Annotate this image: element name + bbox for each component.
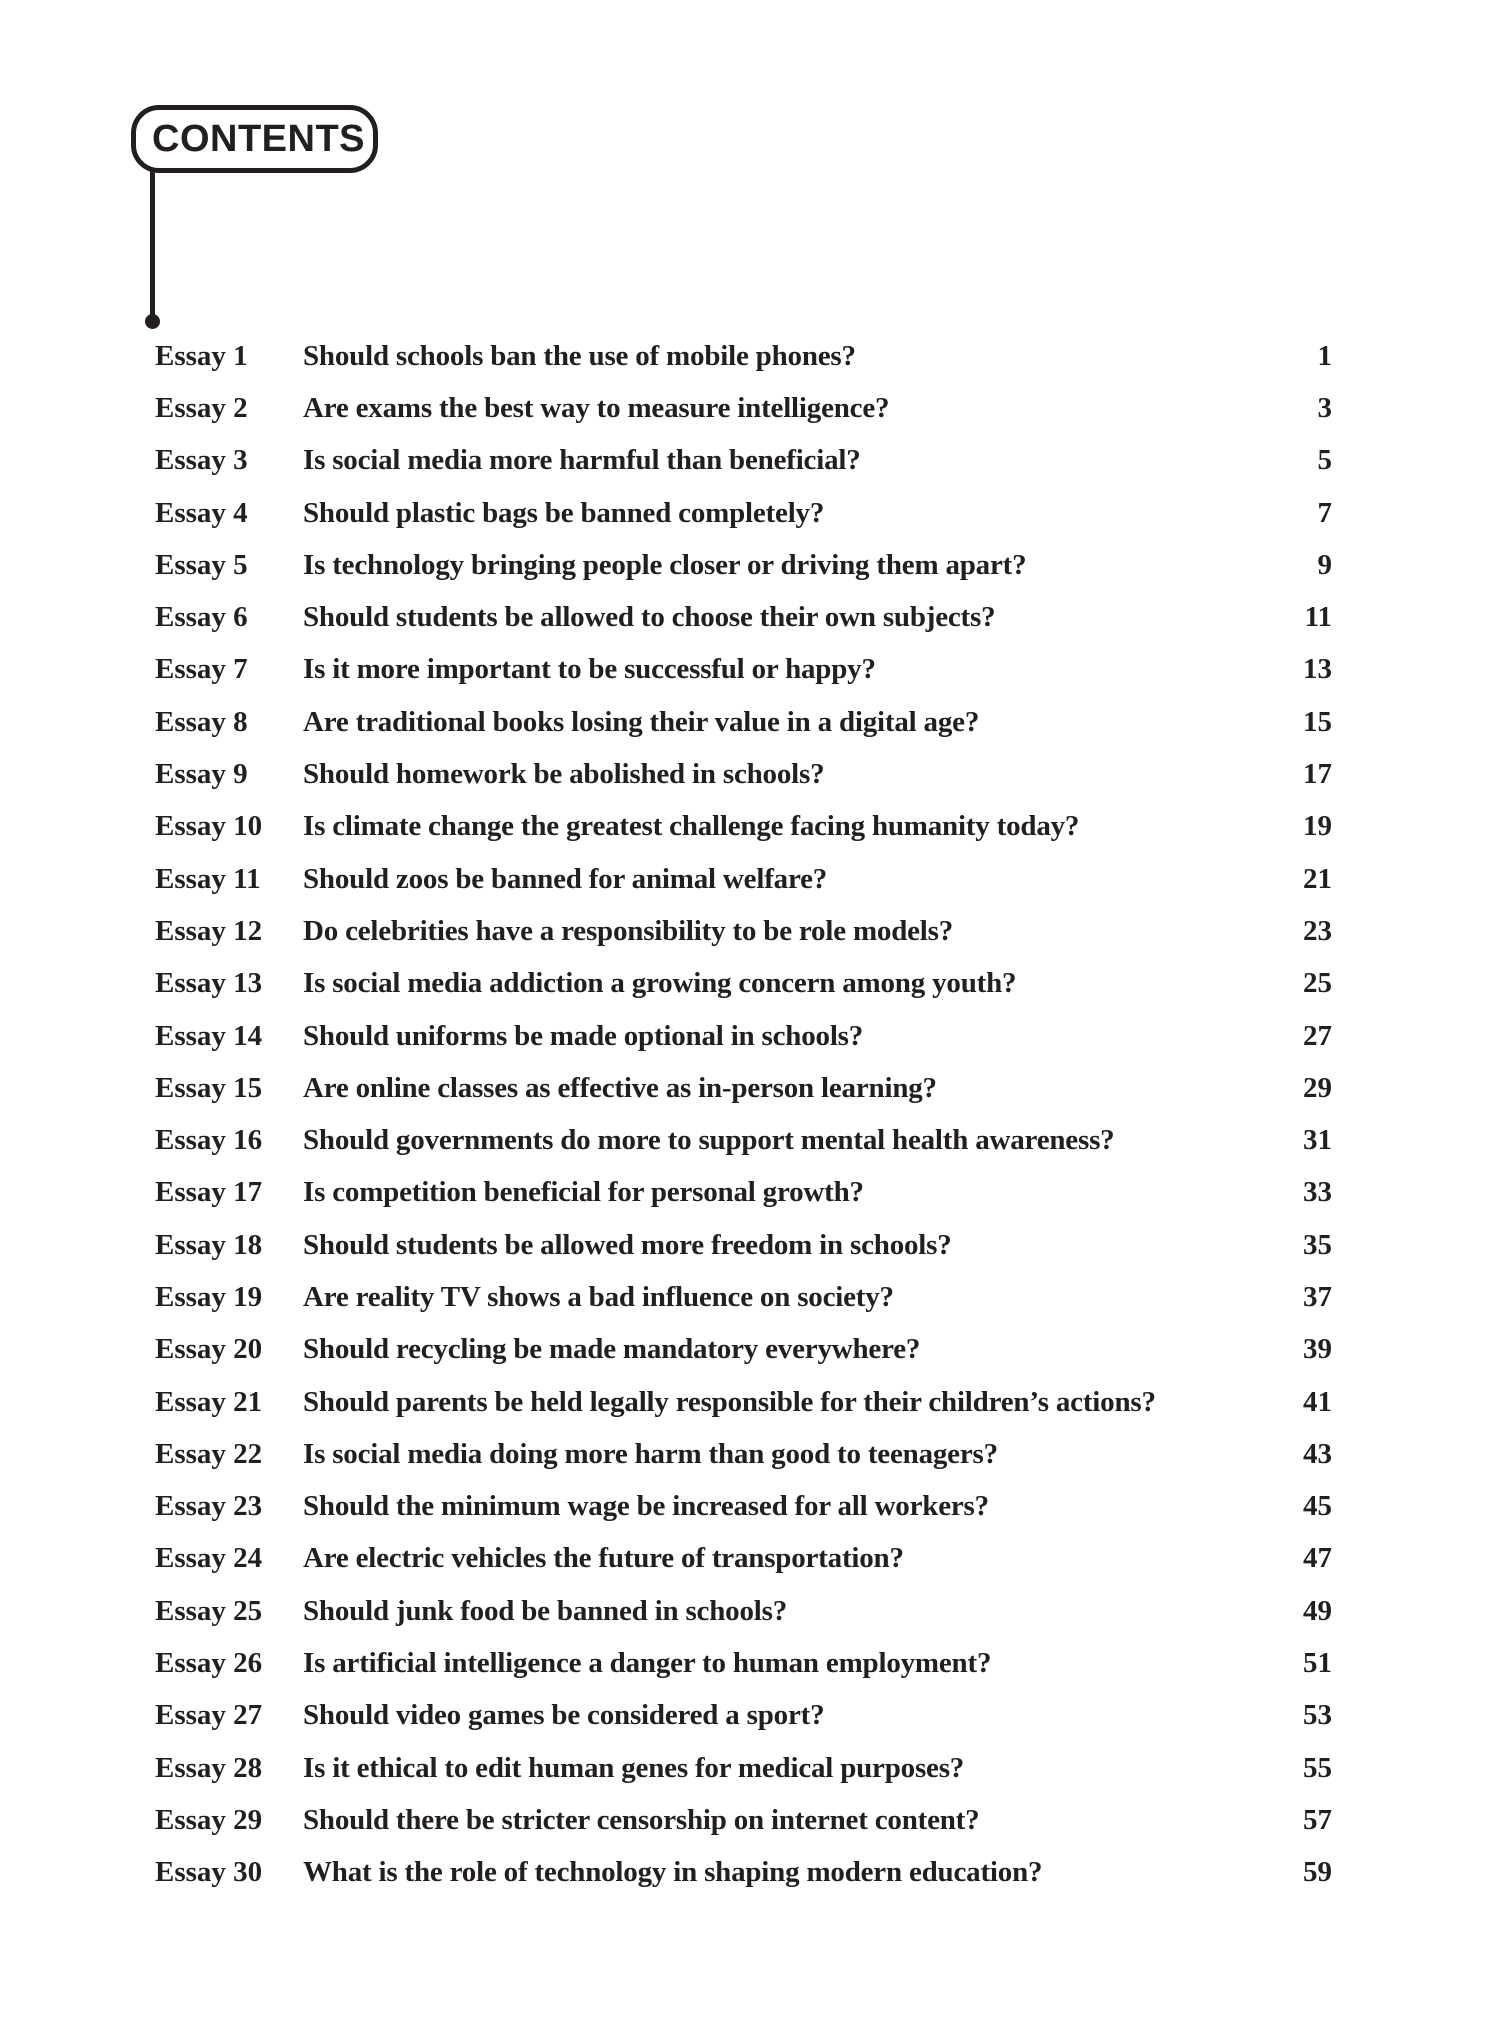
toc-entry-page: 1 [1317,339,1332,372]
toc-row [155,330,1332,382]
toc-row [155,1742,1332,1794]
toc-entry-page: 19 [1303,810,1332,843]
toc-row [155,853,1332,905]
toc-entry-label: Essay 24 [155,1542,263,1575]
toc-entry-label: Essay 17 [155,1176,263,1209]
toc-entry-label: Essay 13 [155,967,263,1000]
toc-entry-page: 17 [1303,758,1332,791]
toc-entry-title: Are exams the best way to measure intelligence? [303,391,890,424]
toc-row [155,1481,1332,1533]
toc-entry-page: 7 [1317,496,1332,529]
toc-entry-page: 9 [1317,548,1332,581]
toc-row [155,958,1332,1010]
toc-row [155,1062,1332,1114]
toc-entry-label: Essay 25 [155,1594,263,1627]
toc-row [155,1533,1332,1585]
toc-entry-title: Should zoos be banned for animal welfare? [303,862,828,895]
toc-entry-page: 43 [1303,1437,1332,1470]
toc-entry-page: 47 [1303,1542,1332,1575]
toc-entry-label: Essay 27 [155,1699,263,1732]
toc-entry-label: Essay 23 [155,1490,263,1523]
toc-entry-label: Essay 12 [155,914,263,947]
toc-entry-title: Should parents be held legally responsible for their children’s actions? [303,1385,1156,1418]
toc-entry-page: 27 [1303,1019,1332,1052]
toc-entry-title: Should students be allowed to choose their own subjects? [303,601,996,634]
toc-entry-page: 29 [1303,1071,1332,1104]
toc-row [155,1324,1332,1376]
toc-entry-title: Is social media more harmful than beneficial? [303,444,861,477]
toc-row [155,1637,1332,1689]
toc-entry-page: 3 [1317,391,1332,424]
toc-entry-title: Should schools ban the use of mobile phones? [303,339,856,372]
toc-entry-title: Is it ethical to edit human genes for medical purposes? [303,1751,965,1784]
toc-entry-title: Is climate change the greatest challenge facing humanity today? [303,810,1080,843]
toc-entry-page: 13 [1303,653,1332,686]
toc-entry-title: Is social media doing more harm than good to teenagers? [303,1437,998,1470]
toc-row [155,748,1332,800]
toc-row [155,1690,1332,1742]
toc-entry-title: What is the role of technology in shaping modern education? [303,1856,1043,1889]
toc-entry-label: Essay 8 [155,705,248,738]
toc-entry-title: Are reality TV shows a bad influence on society? [303,1280,894,1313]
toc-row [155,1376,1332,1428]
toc-entry-label: Essay 14 [155,1019,263,1052]
toc-entry-page: 25 [1303,967,1332,1000]
toc-entry-title: Are online classes as effective as in-person learning? [303,1071,937,1104]
toc-entry-label: Essay 22 [155,1437,263,1470]
page-title: CONTENTS [152,117,365,160]
toc-entry-title: Is technology bringing people closer or driving them apart? [303,548,1027,581]
contents-heading-badge [131,105,378,173]
toc-row [155,801,1332,853]
toc-entry-label: Essay 7 [155,653,248,686]
toc-entry-label: Essay 18 [155,1228,263,1261]
toc-entry-page: 15 [1303,705,1332,738]
toc-entry-title: Should governments do more to support mental health awareness? [303,1124,1115,1157]
toc-row [155,1428,1332,1480]
toc-row [155,1114,1332,1166]
toc-entry-title: Should homework be abolished in schools? [303,758,825,791]
toc-entry-title: Should recycling be made mandatory everywhere? [303,1333,921,1366]
toc-entry-label: Essay 3 [155,444,248,477]
toc-entry-page: 5 [1317,444,1332,477]
toc-row [155,1010,1332,1062]
toc-entry-label: Essay 26 [155,1647,263,1680]
toc-entry-label: Essay 28 [155,1751,263,1784]
toc-entry-title: Should uniforms be made optional in schools? [303,1019,864,1052]
toc-entry-label: Essay 21 [155,1385,263,1418]
toc-entry-page: 37 [1303,1280,1332,1313]
toc-entry-page: 23 [1303,914,1332,947]
toc-entry-title: Is it more important to be successful or happy? [303,653,876,686]
toc-entry-page: 33 [1303,1176,1332,1209]
toc-entry-label: Essay 29 [155,1803,263,1836]
toc-entry-label: Essay 16 [155,1124,263,1157]
toc-entry-page: 41 [1303,1385,1332,1418]
toc-entry-page: 39 [1303,1333,1332,1366]
toc-entry-page: 51 [1303,1647,1332,1680]
toc-entry-page: 55 [1303,1751,1332,1784]
toc-row [155,1219,1332,1271]
toc-entry-page: 21 [1303,862,1332,895]
toc-entry-label: Essay 30 [155,1856,263,1889]
toc-row [155,1271,1332,1323]
toc-entry-label: Essay 2 [155,391,248,424]
toc-entry-title: Should students be allowed more freedom in schools? [303,1228,952,1261]
toc-entry-label: Essay 6 [155,601,248,634]
toc-row [155,1167,1332,1219]
toc-entry-label: Essay 20 [155,1333,263,1366]
toc-entry-title: Should junk food be banned in schools? [303,1594,787,1627]
toc-row [155,1585,1332,1637]
toc-entry-label: Essay 1 [155,339,248,372]
toc-entry-label: Essay 9 [155,758,248,791]
toc-entry-title: Is competition beneficial for personal growth? [303,1176,864,1209]
connector-dot [145,314,160,329]
toc-entry-title: Is social media addiction a growing concern among youth? [303,967,1017,1000]
toc-row [155,1847,1332,1899]
toc-row [155,382,1332,434]
connector-line [150,171,155,316]
toc-entry-label: Essay 19 [155,1280,263,1313]
toc-entry-page: 11 [1304,601,1332,634]
toc-entry-title: Should the minimum wage be increased for all workers? [303,1490,989,1523]
toc-entry-page: 45 [1303,1490,1332,1523]
toc-entry-label: Essay 15 [155,1071,263,1104]
toc-row [155,644,1332,696]
toc-entry-page: 49 [1303,1594,1332,1627]
toc-entry-title: Should plastic bags be banned completely? [303,496,825,529]
toc-entry-label: Essay 10 [155,810,263,843]
toc-row [155,905,1332,957]
toc-row [155,696,1332,748]
toc-entry-page: 31 [1303,1124,1332,1157]
toc-entry-title: Should video games be considered a sport? [303,1699,825,1732]
toc-entry-title: Are electric vehicles the future of transportation? [303,1542,904,1575]
toc-entry-title: Should there be stricter censorship on internet content? [303,1803,980,1836]
toc-entry-title: Are traditional books losing their value in a digital age? [303,705,980,738]
toc-entry-title: Is artificial intelligence a danger to human employment? [303,1647,992,1680]
toc-row [155,1794,1332,1846]
toc-list [155,330,1332,1899]
toc-row [155,539,1332,591]
toc-entry-label: Essay 11 [155,862,261,895]
toc-entry-page: 59 [1303,1856,1332,1889]
toc-row [155,487,1332,539]
toc-entry-page: 57 [1303,1803,1332,1836]
toc-entry-title: Do celebrities have a responsibility to be role models? [303,914,954,947]
toc-row [155,591,1332,643]
toc-entry-page: 53 [1303,1699,1332,1732]
toc-entry-label: Essay 4 [155,496,248,529]
toc-entry-label: Essay 5 [155,548,248,581]
toc-entry-page: 35 [1303,1228,1332,1261]
toc-row [155,435,1332,487]
